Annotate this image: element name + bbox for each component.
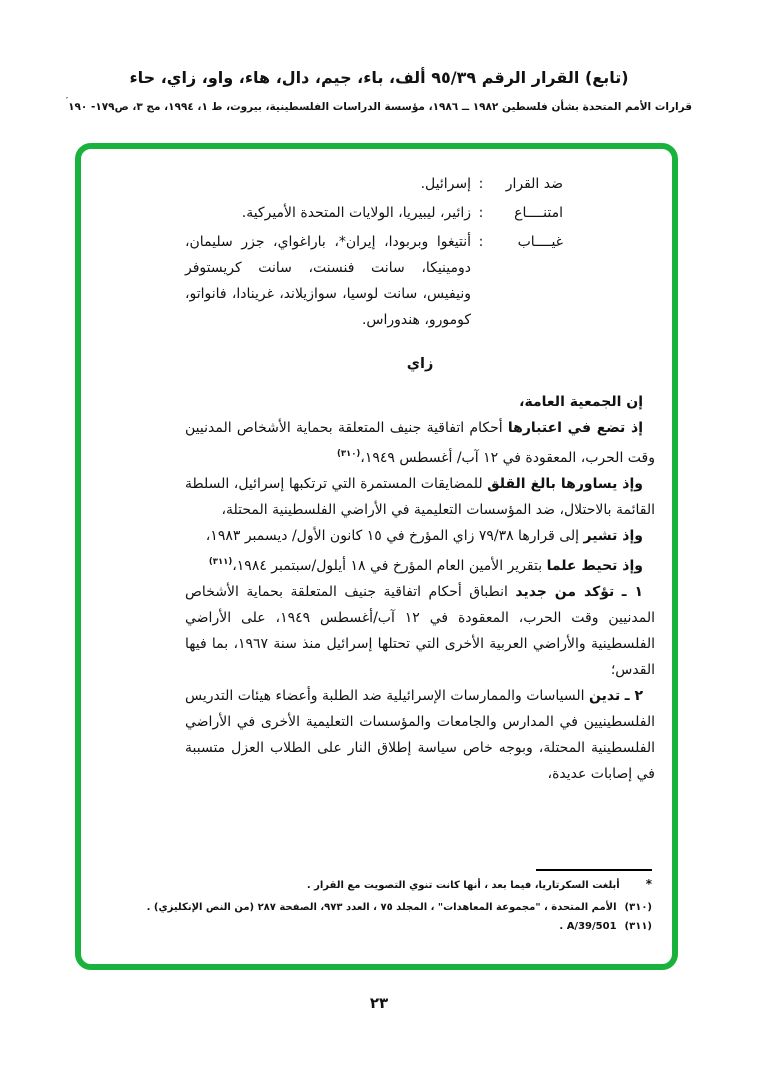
- preamble-text: بتقرير الأمين العام المؤرخ في ١٨ أيلول/سبتمبر ١٩٨٤،: [232, 558, 547, 574]
- footnote-311-text: A/39/501 .: [559, 921, 617, 932]
- source-citation-mark: ′: [65, 96, 69, 105]
- operative-text: السياسات والممارسات الإسرائيلية ضد الطلبة وأعضاء هيئات التدريس الفلسطينيين في المدارس والجامعات والمؤسسات التعليمية الأخرى في الأراضي الفلسطينية المحتلة، وبوجه خاص سياسة إطلاق النار على الطلاب العزل متسببة في إصابات عديدة،: [185, 688, 655, 782]
- vote-label: ضد القرار: [505, 176, 563, 192]
- operative-lead: تؤكد من جديد: [515, 584, 615, 600]
- footnote-star-text: أبلغت السكرتاريا، فيما بعد ، أنها كانت تنوي التصويت مع القرار .: [306, 880, 620, 891]
- preamble-lead: وإذ يساورها بالغ القلق: [487, 476, 643, 492]
- resolution-title: (تابع) القرار الرقم ٩٥/٣٩ ألف، باء، جيم، دال، هاء، واو، زاي، حاء: [129, 68, 629, 87]
- footnote-310-text: الأمم المتحدة ، "مجموعة المعاهدات" ، المجلد ٧٥ ، العدد ٩٧٣، الصفحة ٢٨٧ (من النص الإنكليزي) .: [146, 902, 617, 913]
- vote-row-absent: [185, 229, 563, 333]
- preamble-lead: وإذ تحيط علما: [546, 558, 643, 574]
- footnote-star-marker: *: [645, 877, 652, 891]
- preamble-text: أحكام اتفاقية جنيف المتعلقة بحماية الأشخاص المدنيين وقت الحرب، المعقودة في ١٢ آب/ أغسطس ١٩٤٩،: [185, 420, 655, 466]
- preamble-paragraph-3: [185, 523, 655, 549]
- footnote-star: [100, 878, 652, 893]
- page-number: ٢٣: [369, 994, 389, 1012]
- frame-content: [81, 149, 672, 964]
- operative-paragraph-2: [185, 683, 655, 787]
- vote-label: غيــــاب: [517, 234, 563, 250]
- preamble-text: للمضايقات المستمرة التي ترتكبها إسرائيل، السلطة القائمة بالاحتلال، ضد المؤسسات التعليمية في الأراضي الفلسطينية المحتلة،: [185, 476, 655, 518]
- paragraph-number: ١ ـ: [621, 584, 643, 600]
- vote-colon: :: [478, 176, 484, 192]
- preamble-lead: وإذ تشير: [583, 528, 643, 544]
- vote-value: أنتيغوا وبربودا، إيران*، باراغواي، جزر سليمان، دومينيكا، سانت فنسنت، سانت كريستوفر ونيفيس، سانت لوسيا، سوازيلاند، غرينادا، فانواتو، كومورو، هندوراس.: [185, 234, 471, 328]
- preamble-paragraph-2: [185, 471, 655, 523]
- source-citation-text: قرارات الأمم المتحدة بشأن فلسطين ١٩٨٢ ــ ١٩٨٦، مؤسسة الدراسات الفلسطينية، بيروت، ط ١، ١٩٩٤، مج ٣، ص١٧٩- ١٩٠: [68, 101, 693, 113]
- source-citation: [0, 96, 758, 113]
- opening-line: إن الجمعية العامة،: [519, 394, 643, 410]
- footnotes-block: [100, 869, 652, 938]
- preamble-lead: إذ تضع في اعتبارها: [507, 420, 643, 436]
- preamble-text: إلى قرارها ٧٩/٣٨ زاي المؤرخ في ١٥ كانون الأول/ ديسمبر ١٩٨٣،: [205, 528, 584, 544]
- vote-row-abstain: [185, 200, 563, 226]
- vote-colon: :: [478, 234, 484, 250]
- footnote-311: [100, 919, 652, 934]
- operative-paragraph-1: [185, 579, 655, 683]
- vote-record-block: [185, 171, 563, 333]
- preamble-paragraph-1: [185, 415, 655, 471]
- preamble-paragraph-4: [185, 549, 655, 579]
- vote-row-against: [185, 171, 563, 197]
- vote-label: امتنــــاع: [514, 205, 563, 221]
- vote-value: زائير، ليبيريا، الولايات المتحدة الأميركية.: [241, 205, 471, 221]
- operative-lead: تدين: [589, 688, 621, 704]
- footnote-310-marker: (٣١٠): [624, 902, 652, 913]
- footnote-311-marker: (٣١١): [624, 921, 652, 932]
- vote-value: إسرائيل.: [420, 176, 471, 192]
- main-text-column: [185, 171, 655, 787]
- operative-text: انطباق أحكام اتفاقية جنيف المتعلقة بحماية الأشخاص المدنيين وقت الحرب، المعقودة في ١٢ آب/أغسطس ١٩٤٩، على الأراضي الفلسطينية والأراضي العربية الأخرى التي تحتلها إسرائيل منذ سنة ١٩٦٧، بما فيها القدس؛: [185, 584, 655, 678]
- section-heading-zay: زاي: [406, 356, 434, 372]
- footnote-separator-line: [536, 869, 652, 871]
- paragraph-number: ٢ ـ: [624, 688, 644, 704]
- footnote-ref-310: (٣١٠): [336, 449, 361, 459]
- footnote-310: [100, 900, 652, 915]
- vote-colon: :: [478, 205, 484, 221]
- footnote-ref-311: (٣١١): [208, 557, 233, 567]
- page-header: [0, 68, 758, 113]
